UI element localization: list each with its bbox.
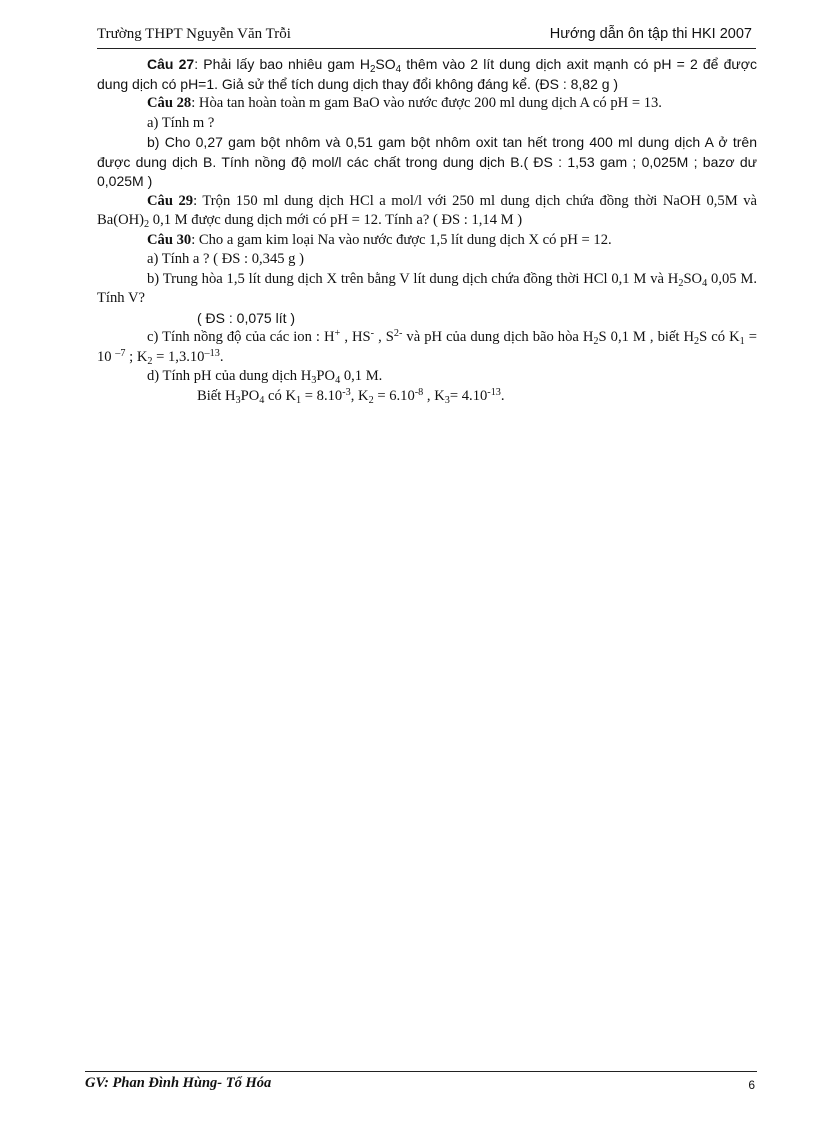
school-name: Trường THPT Nguyễn Văn Trỗi	[97, 26, 291, 42]
author-credit: GV: Phan Đình Hùng- Tổ Hóa	[85, 1075, 272, 1091]
question-label: Câu 28	[147, 95, 192, 111]
question-30: Câu 30: Cho a gam kim loại Na vào nước được 1,5 lít dung dịch X có pH = 12.	[147, 231, 612, 248]
page-footer	[85, 1071, 757, 1096]
question-27: Câu 27: Phải lấy bao nhiêu gam $H_2SO_4$ thêm vào 2 lít dung dịch axit mạnh có pH = 2 để được dung dịch có pH=1. Giả sử thể tích dung dịch thay đổi không đáng kể. (ĐS : 8,82 g )	[97, 56, 757, 92]
question-28-part-b: b) Cho 0,27 gam bột nhôm và 0,51 gam bột nhôm oxit tan hết trong 400 ml dung dịch A ở trên được dung dịch B. Tính nồng độ mol/l các chất trong dung dịch B.( ĐS : 1,53 gam ; 0,025M ; bazơ dư 0,025M )	[97, 134, 757, 189]
question-28: Câu 28: Hòa tan hoàn toàn m gam BaO vào nước được 200 ml dung dịch A có pH = 13.	[147, 95, 662, 111]
page-number: 6	[748, 1078, 755, 1092]
question-30-part-b-answer: ( ĐS : 0,075 lít )	[197, 309, 296, 326]
document-title: Hướng dẫn ôn tập thi HKI 2007	[549, 26, 752, 42]
question-30-part-d: d) Tính pH của dung dịch $H_3PO_4$ 0,1 M.	[147, 368, 383, 386]
question-29: Câu 29: Trộn 150 ml dung dịch HCl a mol/l với 250 ml dung dịch chứa đồng thời NaOH 0,5M và $Ba(OH)_2$ 0,1 M được dung dịch mới có pH = 12. Tính a? ( ĐS : 1,14 M )	[97, 192, 758, 230]
question-30-part-a: a) Tính a ? ( ĐS : 0,345 g )	[147, 251, 304, 267]
question-label: Câu 27	[147, 56, 195, 72]
page-content	[97, 55, 757, 406]
question-30-part-d-constants: Biết $H_3PO_4$ có $K_1 = 8.10^{-3}$, $K_2 = 6.10^{-8}$ , $K_3= 4.10^{-13}$.	[197, 386, 505, 406]
question-30-part-b: b) Trung hòa 1,5 lít dung dịch X trên bằng V lít dung dịch chứa đồng thời HCl 0,1 M và $H_2SO_4$ 0,05 M. Tính V?	[97, 270, 757, 306]
question-label: Câu 30	[147, 231, 192, 248]
question-label: Câu 29	[147, 192, 194, 209]
question-28-part-a: a) Tính m ?	[147, 114, 215, 131]
page-header	[97, 24, 756, 49]
question-30-part-c: c) Tính nồng độ của các ion : H+ , HS- , $S^{2-}$ và pH của dung dịch bão hòa $H_2S$ 0,1 M , biết $H_2S$ có $K_1 = 10$ $^{-7}$ ; $K_2 = 1,3.10^{-13}$.	[97, 328, 758, 367]
